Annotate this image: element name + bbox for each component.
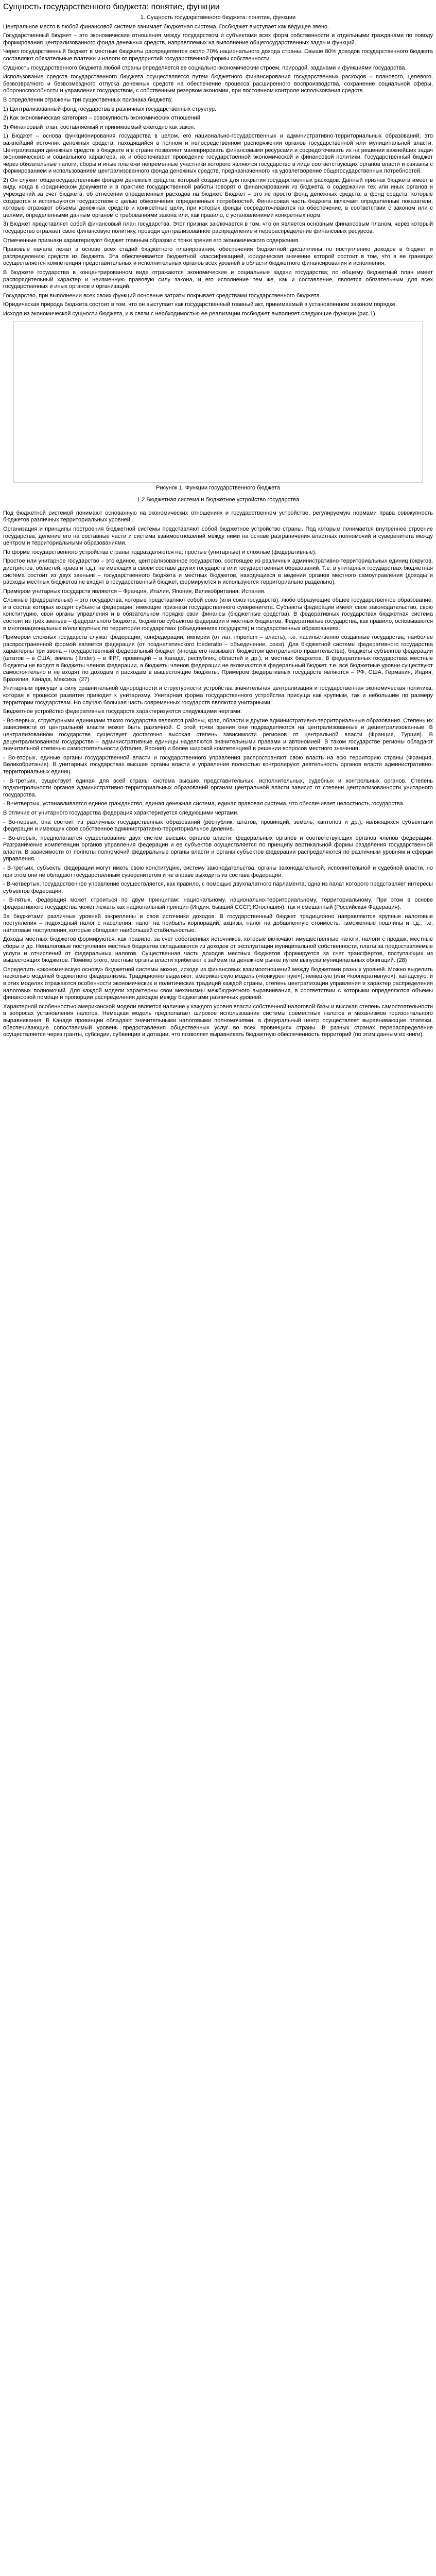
paragraph: 2) Как экономическая категория – совокупность экономических отношений. bbox=[3, 115, 202, 122]
paragraph: Доходы местных бюджетов формируются, как правило, за счет собственных источников, которые включают имущественные налоги, налоги с продаж, местные сборы и др. Неналоговые поступления местных бюджетов складываются из доходов от эксплуатации муниципальной собственности, платы за предоставляемые услуги и отчислений от федеральных налогов. Существенная часть доходов местных бюджетов формируется за счет трансфертов, поступающих из вышестоящих бюджетов. Помимо этого, местные органы власти прибегают к займам на денежном рынке путем выпуска муниципальных облигаций. (28) bbox=[3, 936, 433, 964]
paragraph: 2) Он служит общегосударственным фондом денежных средств, который создается для покрытия государственных расходов. Данный признак бюджета имеет в виду, когда в юридическом документе и в практике государственной работы говорят о финансировании из бюджета, о содержании тех или иных органов и учреждений за счет бюджета, об отнесении определенных расходов на бюджет. Бюджет – это не просто фонд денежных средств; а фонд средств, которые создаются и используются государством с целью обеспечения определенных потребностей. Финансовая часть бюджета включает определенные показатели, которые отражают объемы денежных средств и конкретные цели, при которых фонды сосредоточиваются на обеспечение, в соответствии с законом или с целями, определенными данным органом с требованиями закона или, как правило, с установлениями конкретных норм. bbox=[3, 177, 433, 218]
paragraph: Примером сложных государств служат федерации, конфедерации, империи (от лат. imperium – власть), т.е. насильственно созданные государства, наиболее распространенной формой является федерация (от позднелатинского foederatio – объединение, союз). Для бюджетной системы федеративного государства характерны три звена – государственный федеральный бюджет (иногда его называют бюджетом центрального правительства), бюджеты субъектов федерации (штатов – в США, земель (länder) – в ФРГ, провинций – в Канаде, республик, областей и др.), и местных бюджетов. В федеративных государствах местные бюджеты не входят в бюджеты членов федерации, а бюджеты членов федерации не включаются в федеральный бюджет, т.е. все бюджетные уровни существуют самостоятельно и не входят по доходам и расходам в вышестоящие бюджеты. Примером федеративных государств являются – РФ, США, Германия, Индия, Бразилия, Канада, Мексика. (27) bbox=[3, 634, 433, 683]
list-item: - В-четвертых, устанавливается единое гражданство, единая денежная система, единая правовая система, что обеспечивает целостность государства. bbox=[3, 801, 405, 807]
paragraph: 1) Централизованный фонд государства в различных государственных структур. bbox=[3, 106, 217, 112]
paragraph: За бюджетами различных уровней закреплены и свои источники доходов. В государственный бюджет традиционно направляются крупные налоговые поступления – подоходный налог с населения, налог на прибыль корпораций, акцизы, налог на добавленную стоимость, таможенные пошлины и т.д., т.е. налоговые поступления, которые обладают наибольшей стабильностью. bbox=[3, 913, 433, 934]
paragraph: Использование средств государственного бюджета осуществляется путем бюджетного финансирования государственных расходов – планового, целевого, безвозвратного и безвозмездного отпуска денежных средств на обеспечение процесса расширенного воспроизводства, сохранение социальной сферы, обороноспособности и управления государством, с собственным резервом экономии, при постоянном контроле использования средств. bbox=[3, 74, 433, 94]
paragraph: Бюджетное устройство федеративных государств характеризуются следующими чертами: bbox=[3, 708, 242, 715]
paragraph: Под бюджетной системой понимают основанную на экономических отношениях и государственном устройстве, регулируемую нормами права совокупность бюджетов различных территориальных уровней. bbox=[3, 510, 433, 523]
list-item: - В-третьих, существует единая для всей страны система высших представительных, исполнительных, судебных и контрольных органов. Степень подконтрольности органов административно-территориальных образований органам центральной власти зависит от степени централизованности унитарного государства. bbox=[3, 777, 433, 798]
paragraph: В отличие от унитарного государства федерация характеризуется следующими чертами. bbox=[3, 809, 239, 816]
figure-caption: Рисунок 1. Функции государственного бюджета bbox=[156, 484, 280, 491]
paragraph: Характерной особенностью американской модели является наличие у каждого уровня власти собственной налоговой базы и высокая степень самостоятельности в вопросах установления налогов. Немецкая модель предполагает широкое использование системы совместных налогов и механизмов горизонтального выравнивания. В Канаде провинции обладают значительными налоговыми полномочиями, а федеральный центр осуществляет выравнивающие платежи, обеспечивающие сопоставимый уровень предоставления общественных услуг во всех провинциях страны. В разных странах перераспределение осуществляется через гранты, субсидии, субвенции и дотации, что позволяет выравнивать бюджетную обеспеченность территорий (по этим данным из книги). bbox=[3, 1003, 433, 1038]
section-1-body bbox=[3, 24, 433, 318]
list-item: - Во-первых, она состоит из различных государственных образований (республик, штатов, провинций, земель, кантонов и др.), являющихся субъектами федерации и имеющих свое собственное административно-территориальное деление. bbox=[3, 819, 433, 833]
paragraph: Организация и принципы построения бюджетной системы представляют собой бюджетное устройство страны. Под которым понимается внутреннее строение государства, деление его на составные части и система взаимоотношений между ними на основе разграничения властных полномочий и суверенитета между центром и территориальными образованиями. bbox=[3, 526, 433, 547]
paragraph: Отмеченные признаки характеризуют бюджет главным образом с точки зрения его экономического содержания. bbox=[3, 237, 300, 244]
paragraph: Примером унитарных государств являются – Франция, Италия, Япония, Великобритания, Испания. bbox=[3, 588, 266, 595]
list-item: - Во-вторых, единые органы государственной власти и государственного управления распространяют свою власть на всю территорию страны (Франция, Великобритания). В унитарных государствах высшие органы власти и управления полностью контролируют деятельность органов власти административно-территориальных единиц. bbox=[3, 754, 433, 775]
paragraph: Государственный бюджет – это экономические отношения между государством и субъектами всех форм собственности и отдельными гражданами по поводу формирования централизованного фонда денежных средств, направляемых на выполнение общегосударственных задач и функций. bbox=[3, 32, 433, 46]
figure-image-placeholder bbox=[13, 321, 423, 483]
paragraph: Сложные (федеративные) – это государства, которые представляют собой союз (или союз государств), любо образующие общее государственное образование, и в состав которых входят субъекты федерации, имеющие признаки государственного суверенитета. Субъекты федерации имеют свое законодательство, свою конституцию, свои органы управления и в обязательном порядке свои финансы (бюджетные средства). В федеративных государствах бюджетная система состоит из трёх звеньев – федерального бюджета, бюджетов субъектов федерации и местных бюджетов. Федеративные государства, как правило, основываются в многонациональных и/или крупных по территории государствах (объединениях государств) и государственных образованиях. bbox=[3, 597, 433, 632]
paragraph: Правовые начала лежат в основе всех стадий бюджетного планирования, обеспечения бюджетной дисциплины по поступлению доходов в бюджет и распределению средств из бюджета. Эта обеспечивается бюджетной классификацией, юридическая значение которой состоит в том, что в ее границах осуществляется компетенция представительных и исполнительных органов всех уровней в области бюджетного финансирования и исполнения. bbox=[3, 246, 433, 267]
paragraph: По форме государственного устройства страны подразделяются на: простые (унитарные) и сложные (федеративные). bbox=[3, 549, 317, 555]
document-subtitle: 1. Сущность государственного бюджета: понятие, функции bbox=[140, 14, 296, 21]
paragraph: Центральное место в любой финансовой системе занимает бюджетная система. Госбюджет выступает как ведущее звено. bbox=[3, 23, 329, 30]
section-title: 1.2 Бюджетная система и бюджетное устройство государства bbox=[137, 497, 299, 503]
paragraph: 3) Финансовый план, составляемый и принимаемый ежегодно как закон. bbox=[3, 124, 196, 130]
paragraph: Исходя из экономической сущности бюджета, и в связи с необходимостью ее реализации госбюджет выполняет следующие функции (рис.1). bbox=[3, 310, 377, 317]
paragraph: Юридическая природа бюджета состоит в том, что он выступает как государственный главный акт, принимаемый в установленном законом порядке. bbox=[3, 301, 397, 308]
list-item: - В-пятых, федерация может строиться по двум принципам: национальному, национально-территориальному, территориальному. При этом в основе федеративного государства может лежать как национальный принцип (Индия, бывший СССР, Югославия), так и смешанный (Российская Федерация). bbox=[3, 897, 433, 911]
list-item: - В-четвертых, государственное управление осуществляется, как правило, с помощью двухпалатного парламента, одна из палат которого представляет интересы субъектов федерации. bbox=[3, 881, 433, 894]
unitary-features-list bbox=[3, 718, 433, 808]
federation-features-list bbox=[3, 819, 433, 911]
section-2-body bbox=[3, 510, 433, 1039]
document-title: Сущность государственного бюджета: понятие, функции bbox=[3, 3, 220, 11]
list-item: - В-третьих, субъекты федерации могут иметь свою конституцию, систему законодательства, органы законодательной, исполнительной и судебной власти, но при этом они не обладают государственным суверенитетом и не вправе выходить из состава федерации. bbox=[3, 865, 433, 878]
list-item: - Во-первых, структурными единицами такого государства являются районы, края, области и другие административно-территориальные образования. Степень их зависимости от центральной власти может быть различной. С этой точки зрения они подразделяются на централизованные и децентрализованные. В централизованном государстве существует достаточно высокая степень зависимости регионов от центральной власти (Франция, Турция). В децентрализованном государстве – административные единицы наделяются значительными правами и автономией. В таком государстве регионы обладают значительной степенью самостоятельности (Италия, Япония) и более широкой компетенцией в решении вопросов местного значения. bbox=[3, 717, 433, 752]
paragraph: Через государственный бюджет в местные бюджеты распределяется около 70% национального дохода страны. Свыше 80% доходов государственного бюджета составляют обязательные платежи и налоги от предприятий государственной формы собственности. bbox=[3, 48, 433, 62]
paragraph: В определении отражены три существенных признака бюджета: bbox=[3, 96, 173, 103]
paragraph: В бюджете государства в концентрированном виде отражаются экономические и социальные задачи государства; по общему бюджетный план имеет распорядительный характер и неизменную правовую силу закона, и его исполнение тем же, как и составление, является обязательным для всех государственных и иных органов и организаций. bbox=[3, 269, 433, 290]
paragraph: Простое или унитарное государство – это единое, централизованное государство, состоящее из различных административно-территориальных единиц (округов, дистриктов, областей, краев и т.д.), не имеющих в своем составе других государств или государственных образований. Т.е. в унитарных государствах бюджетная система состоит из двух звеньев – государственного бюджета и местных бюджетов, находящихся в ведении органов местного самоуправления (доходы и расходы местных бюджетов не входят в государственный бюджет, формируются и используются территориально раздельно). bbox=[3, 558, 433, 586]
document-page bbox=[0, 0, 436, 1047]
paragraph: Определить «экономическую основу» бюджетной системы можно, исходя из финансовых взаимоотношений между бюджетами разных уровней. Можно выделить несколько моделей бюджетного федерализма. Традиционно выделяют: американскую модель («конкурентную»), немецкую (или «кооперативную»), канадскую, и в этих моделях отражаются особенности экономических и политических традиций каждой страны, степень централизации управления и характер распределения налоговых полномочий. Для каждой модели характерны свои механизмы межбюджетного выравнивания, в соответствии с которыми определяются объемы финансовой помощи и пропорции распределения доходов между бюджетами различных уровней. bbox=[3, 966, 433, 1001]
paragraph: 3) Бюджет представляет собой финансовый план государства. Этот признак заключается в том, что он является основным финансовым планом, через который государство отражает свою финансовую политику, проводя централизованное распределение и перераспределение финансовых ресурсов. bbox=[3, 221, 433, 235]
paragraph: Государство, при выполнении всех своих функций основные затраты покрывает средствами государственного бюджета. bbox=[3, 292, 321, 299]
list-item: - Во-вторых, предполагается существование двух систем высших органов власти: федеральных органов и соответствующих органов членов федерации. Разграничение компетенции органов управления федерации и ее субъектов осуществляется по принципу вертикальной формы разделения государственной власти. В зависимости от полноты полномочий федеральные органы власти и органы субъектов федерации распределяются по различным уровням и сферам управления. bbox=[3, 835, 433, 862]
paragraph: 1) Бюджет – основа функционирования государства в целом, его национально-государственных и административно-территориальных образований; это важнейший источник денежных средств, находящийся в полном и непосредственном распоряжении органов государственной или муниципальной власти. Централизация денежных средств в бюджете и в стране позволяет маневрировать финансовыми ресурсами и сосредоточивать их на решении важнейших задач экономического и социального характера, их и обеспечивает проведение государственной экономической и финансовой политики. Государственный бюджет через обязательные налоги, сборы и иные платежи непременные участники которого являются государство в лице соответствующих органов власти и связаны с формированием и использованием централизованного фонда денежных средств, предназначенного на удовлетворение общегосударственных потребностей. bbox=[3, 133, 433, 175]
paragraph: Сущность государственного бюджета любой страны определяется ее социально-экономическим строем, природой, задачами и функциями государства. bbox=[3, 64, 407, 71]
paragraph: Унитарным присущи в силу сравнительной однородности и структурности устройства значительная централизация и государственная экономическая политика, которая в процессе развития приводит к унитаризму. Унитарная форма государственного устройства присуща как крупным, так и небольшим по размеру территории государствам. Но случаю большая часть современных государств являются унитарными. bbox=[3, 685, 433, 706]
